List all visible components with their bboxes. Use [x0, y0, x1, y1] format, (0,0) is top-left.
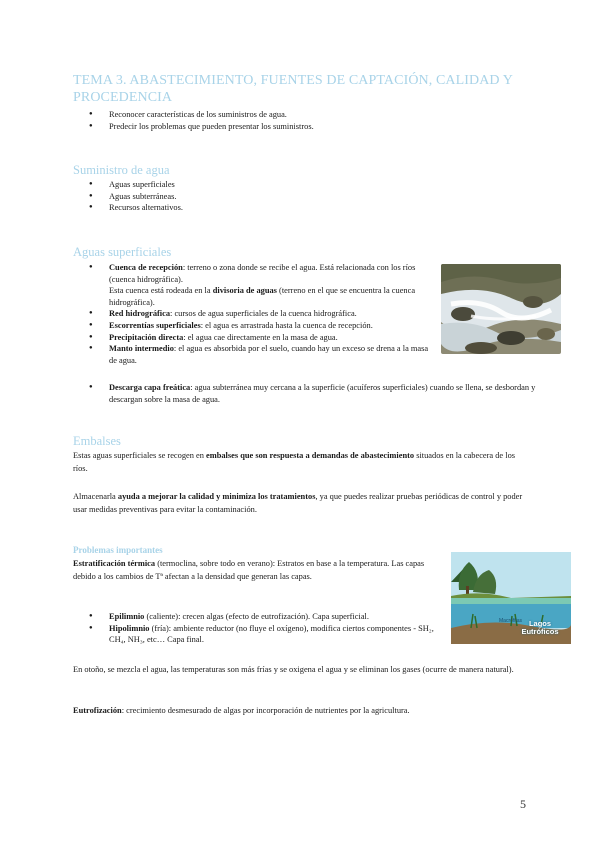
- emphasis: ayuda a mejorar la calidad y minimiza los tratamientos: [117, 492, 316, 501]
- term: Escorrentías superficiales: [109, 320, 201, 330]
- layers-list: [73, 611, 435, 646]
- emphasis: embalses que son respuesta a demandas de abastecimiento: [206, 451, 415, 460]
- term: Red hidrográfica: [109, 309, 171, 319]
- list-item: [73, 308, 435, 320]
- list-item: ● Aguas subterráneas.: [73, 191, 513, 203]
- page-number: 5: [520, 797, 526, 811]
- section-heading-supply: Suministro de agua: [73, 163, 170, 177]
- definition: : el agua es arrastrada hasta la cuenca de recepción.: [200, 320, 373, 330]
- definition-extra: Esta cuenca está rodeada en la: [109, 286, 213, 296]
- macrophytes-label: Macrófitas: [499, 618, 523, 624]
- page-title: TEMA 3. ABASTECIMIENTO, FUENTES DE CAPTACIÓN, CALIDAD Y PROCEDENCIA: [73, 73, 513, 105]
- list-item: [73, 332, 435, 344]
- section-heading-embalses: Embalses: [73, 434, 121, 448]
- eutrophic-lake-illustration: [451, 552, 571, 644]
- paragraph-eutrophication: [73, 705, 528, 718]
- list-item: [73, 623, 435, 646]
- definition-extra: (terreno en el que se encuentra la cuenca hidrográfica).: [109, 286, 416, 307]
- paragraph-embalses-2: [73, 491, 523, 516]
- definition: : terreno o zona donde se recibe el agua. Está relacionada con los ríos (cuenca hidrográfica).: [109, 263, 416, 284]
- term: Cuenca de recepción: [109, 263, 183, 272]
- list-item: [73, 320, 435, 332]
- surface-list: [73, 262, 435, 366]
- term: divisoria de aguas: [212, 286, 277, 296]
- list-item: [73, 262, 435, 308]
- paragraph-stratification: [73, 558, 435, 583]
- paragraph-autumn: En otoño, se mezcla el agua, las temperaturas son más frías y se oxigena el agua y se eliminan los gases (ocurre de manera natural).: [73, 665, 514, 674]
- text: Almacenarla: [73, 492, 118, 501]
- list-item: [73, 382, 543, 405]
- definition: (termoclina, sobre todo en verano): Estratos en base a la temperatura. Las capas debido a los cambios de Tª afectan a la densidad que generan las capas.: [73, 559, 425, 581]
- definition: : agua subterránea muy cercana a la superficie (acuíferos superficiales) cuando se llena, se desbordan y descargan sobre la masa de agua.: [109, 383, 536, 404]
- list-item: [73, 343, 435, 366]
- list-item: ● Reconocer características de los suministros de agua.: [73, 109, 513, 121]
- river-photo: [441, 264, 561, 354]
- paragraph-embalses-1: [73, 450, 523, 475]
- list-item: ● Predecir los problemas que pueden presentar los suministros.: [73, 121, 513, 133]
- definition: : cursos de agua superficiales de la cuenca hidrográfica.: [170, 309, 357, 319]
- text: , ya que puedes realizar pruebas periódicas de control y poder usar medidas preventivas para evitar la contaminación.: [73, 492, 523, 514]
- term: Manto intermedio: [109, 344, 174, 354]
- surface-list-continued: [73, 382, 543, 405]
- objectives-list: [73, 109, 513, 132]
- section-heading-problems: Problemas importantes: [73, 545, 163, 555]
- list-item: ● Recursos alternativos.: [73, 202, 513, 214]
- term: Estratificación térmica: [73, 559, 156, 568]
- text: situados en la cabecera de los ríos.: [73, 451, 516, 473]
- definition: : crecimiento desmesurado de algas por incorporación de nutrientes por la agricultura.: [121, 706, 410, 715]
- definition: : el agua cae directamente en la masa de agua.: [183, 332, 338, 342]
- term: Precipitación directa: [109, 332, 184, 342]
- term: Epilimnio: [109, 612, 145, 621]
- term: Eutrofización: [73, 706, 122, 715]
- definition: (fría): ambiente reductor (no fluye el oxígeno), modifica ciertos componentes - SH₂, CH₄, NH₃, etc… Capa final.: [109, 623, 434, 645]
- text: Estas aguas superficiales se recogen en: [73, 451, 207, 460]
- section-heading-surface: Aguas superficiales: [73, 245, 172, 259]
- term: Hipolimnio: [109, 623, 150, 633]
- lake-label: Lagos Eutróficos: [521, 619, 559, 636]
- definition: (caliente): crecen algas (efecto de eutrofización). Capa superficial.: [144, 612, 369, 621]
- term: Descarga capa freática: [109, 383, 191, 392]
- definition: : el agua es absorbida por el suelo, cuando hay un exceso se drena a la masa de agua.: [109, 344, 429, 365]
- supply-list: [73, 179, 513, 214]
- list-item: ● Aguas superficiales: [73, 179, 513, 191]
- list-item: [73, 611, 435, 623]
